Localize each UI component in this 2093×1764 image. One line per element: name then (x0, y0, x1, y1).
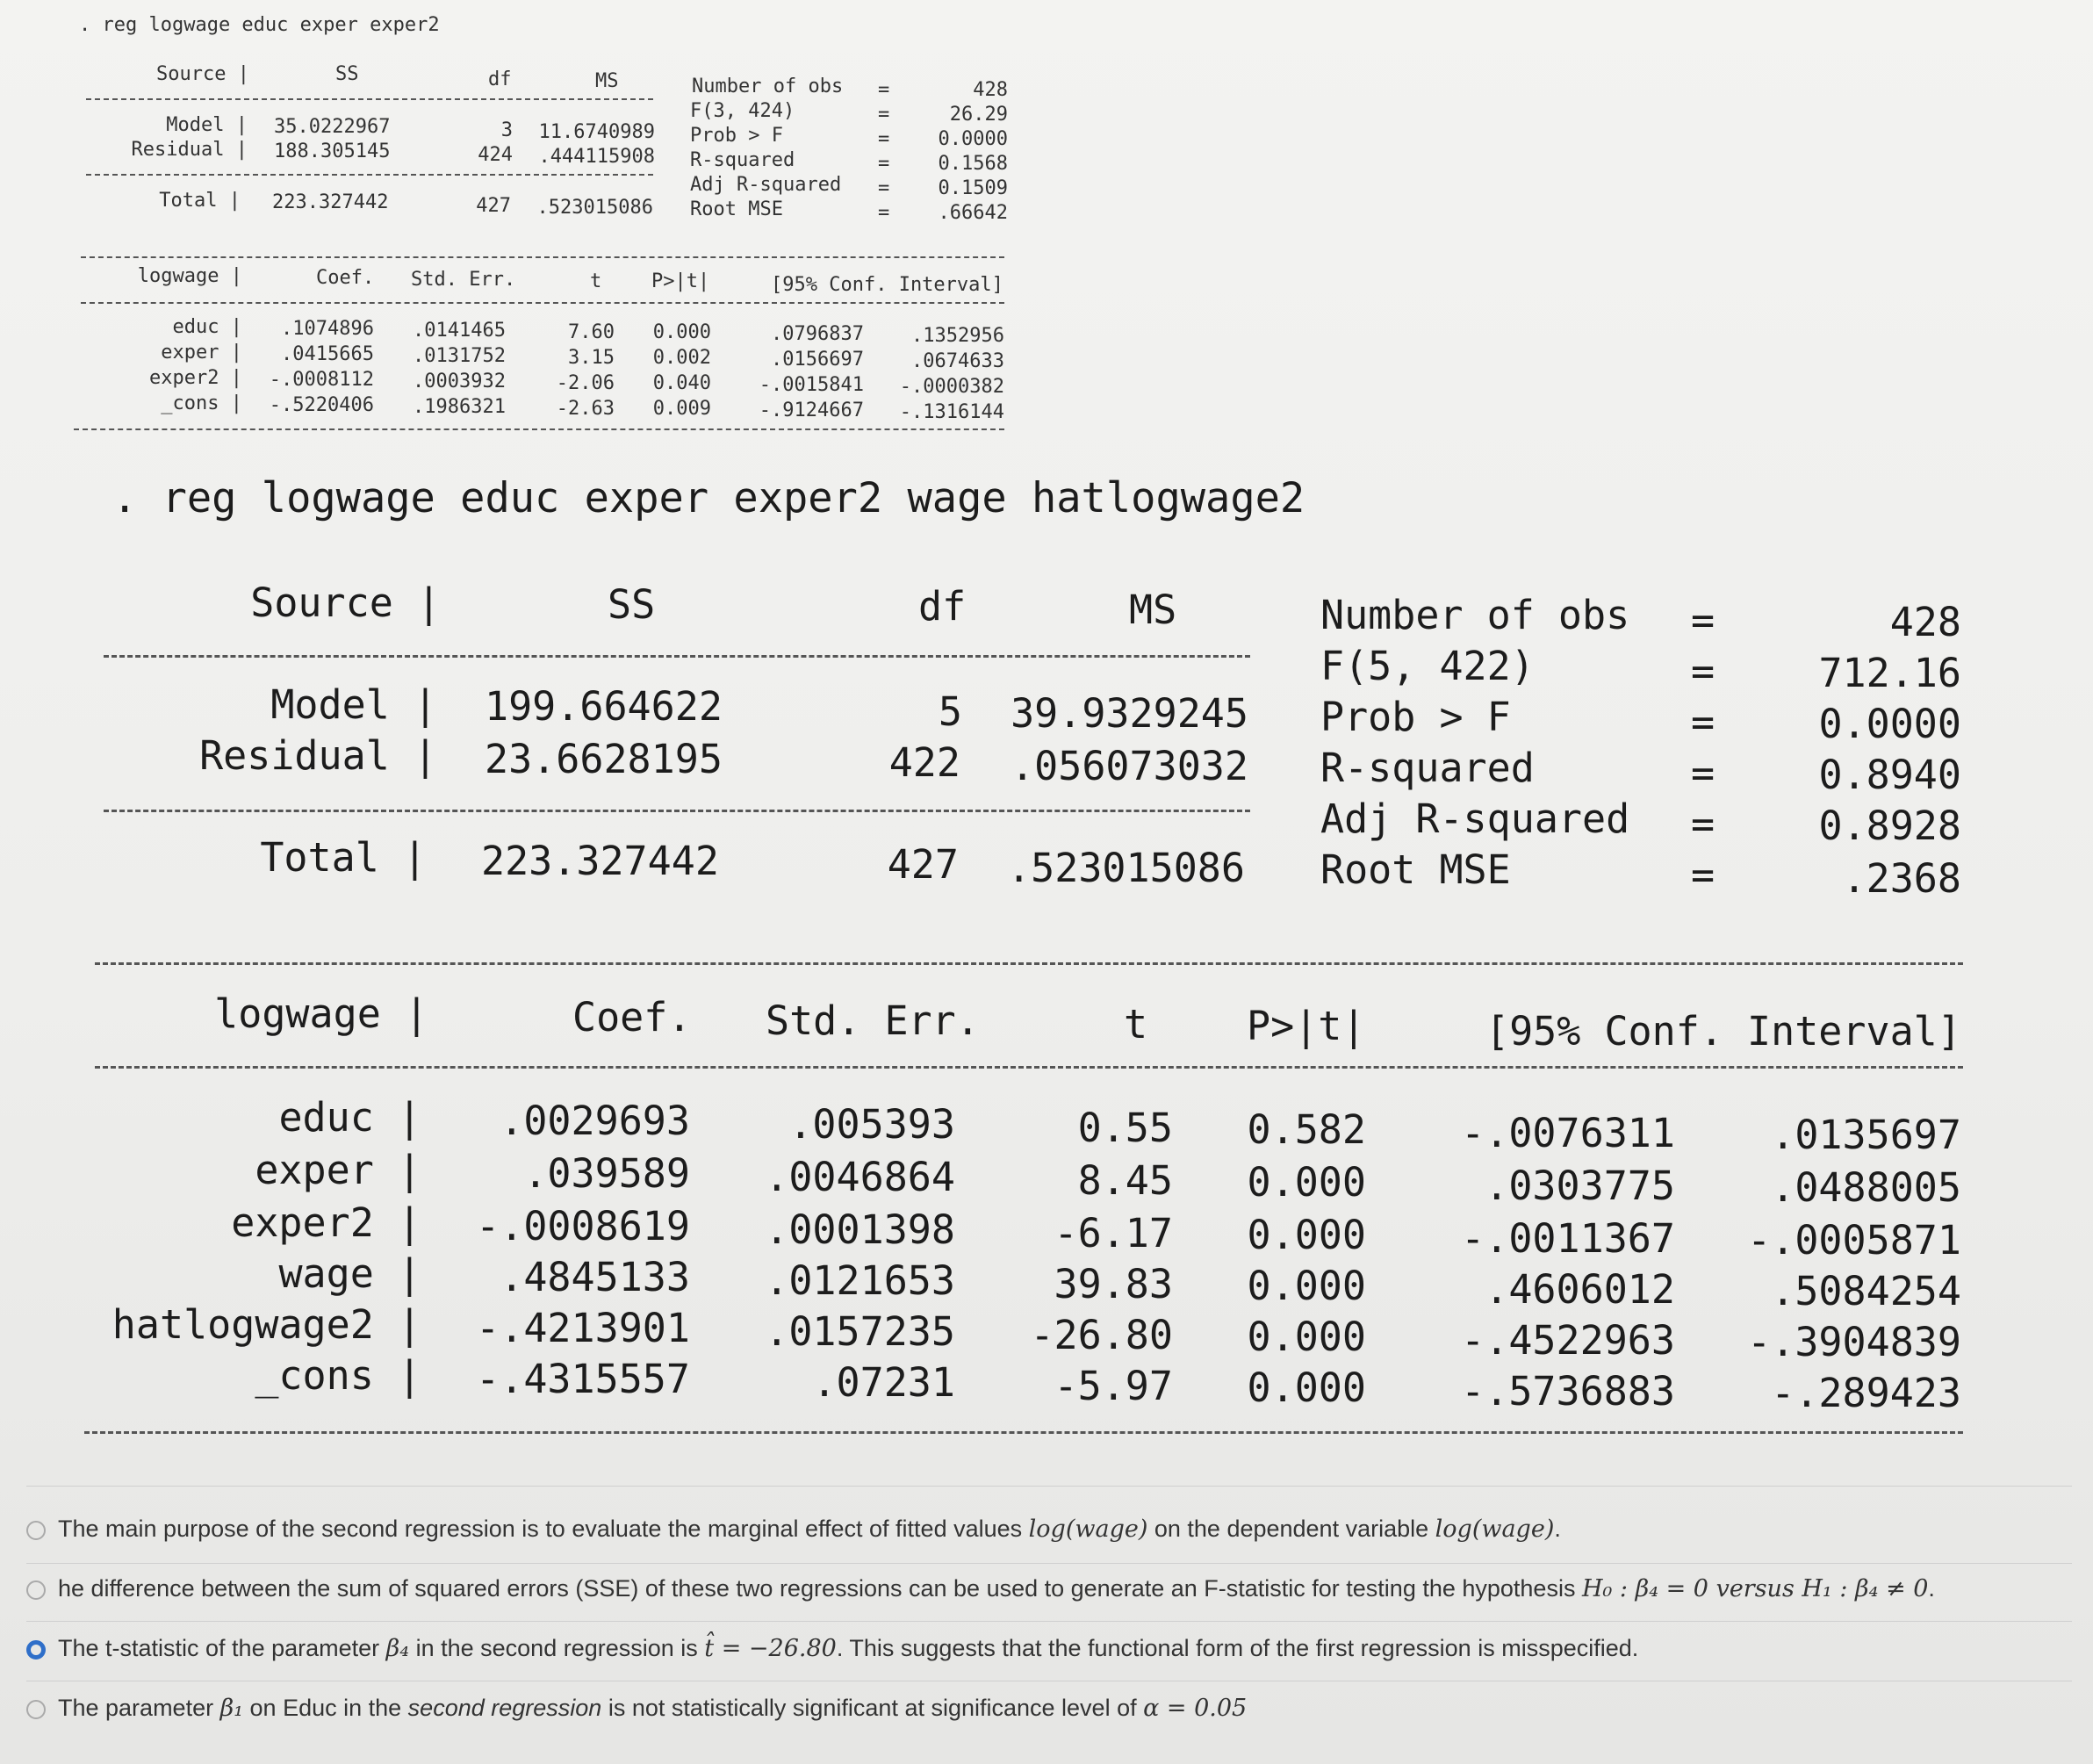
reg2-rule (84, 1431, 1963, 1434)
option-4[interactable]: The parameter β₁ on Educ in the second regression is not statistically significant at significance level of α = 0.05 (26, 1695, 1247, 1722)
option-3[interactable]: The t-statistic of the parameter β₄ in the second regression is t̂ = −26.80. This suggests that the functional form of the first regression is misspecified. (26, 1635, 1638, 1662)
reg1-source-header: Source | (156, 63, 249, 85)
reg1-ss-header: SS (335, 63, 359, 85)
divider (26, 1486, 2072, 1487)
reg2-df-header: df (918, 583, 967, 630)
reg2-rule (104, 655, 1250, 658)
option-2[interactable]: he difference between the sum of squared errors (SSE) of these two regressions can be used to generate an F-statistic for testing the hypothesis H₀ : β₄ = 0 versus H₁ : β₄ ≠ 0. (26, 1575, 1935, 1602)
divider (26, 1621, 2072, 1622)
radio-button-selected[interactable] (26, 1640, 46, 1660)
radio-button[interactable] (26, 1521, 46, 1540)
reg1-rule (86, 98, 653, 100)
reg1-rule (81, 256, 1004, 258)
radio-button[interactable] (26, 1580, 46, 1600)
divider (26, 1563, 2072, 1564)
reg2-rule (95, 962, 1963, 965)
radio-button[interactable] (26, 1700, 46, 1719)
option-1[interactable]: The main purpose of the second regression is to evaluate the marginal effect of fitted values log(wage) on the dependent variable log(wage). (26, 1516, 1561, 1543)
reg1-rule (74, 428, 1004, 430)
reg1-ms-header: MS (595, 70, 619, 92)
reg2-ms-header: MS (1129, 587, 1177, 633)
reg2-ss-header: SS (608, 581, 656, 628)
reg2-rule (95, 1066, 1963, 1069)
reg2-source-header: Source | (250, 580, 441, 626)
reg2-rule (104, 810, 1250, 812)
reg1-command: . reg logwage educ exper exper2 (79, 14, 440, 36)
reg2-command: . reg logwage educ exper exper2 wage hatlogwage2 (112, 474, 1305, 522)
reg1-rule (86, 174, 653, 176)
reg1-df-header: df (488, 68, 512, 90)
reg1-rule (81, 302, 1004, 304)
